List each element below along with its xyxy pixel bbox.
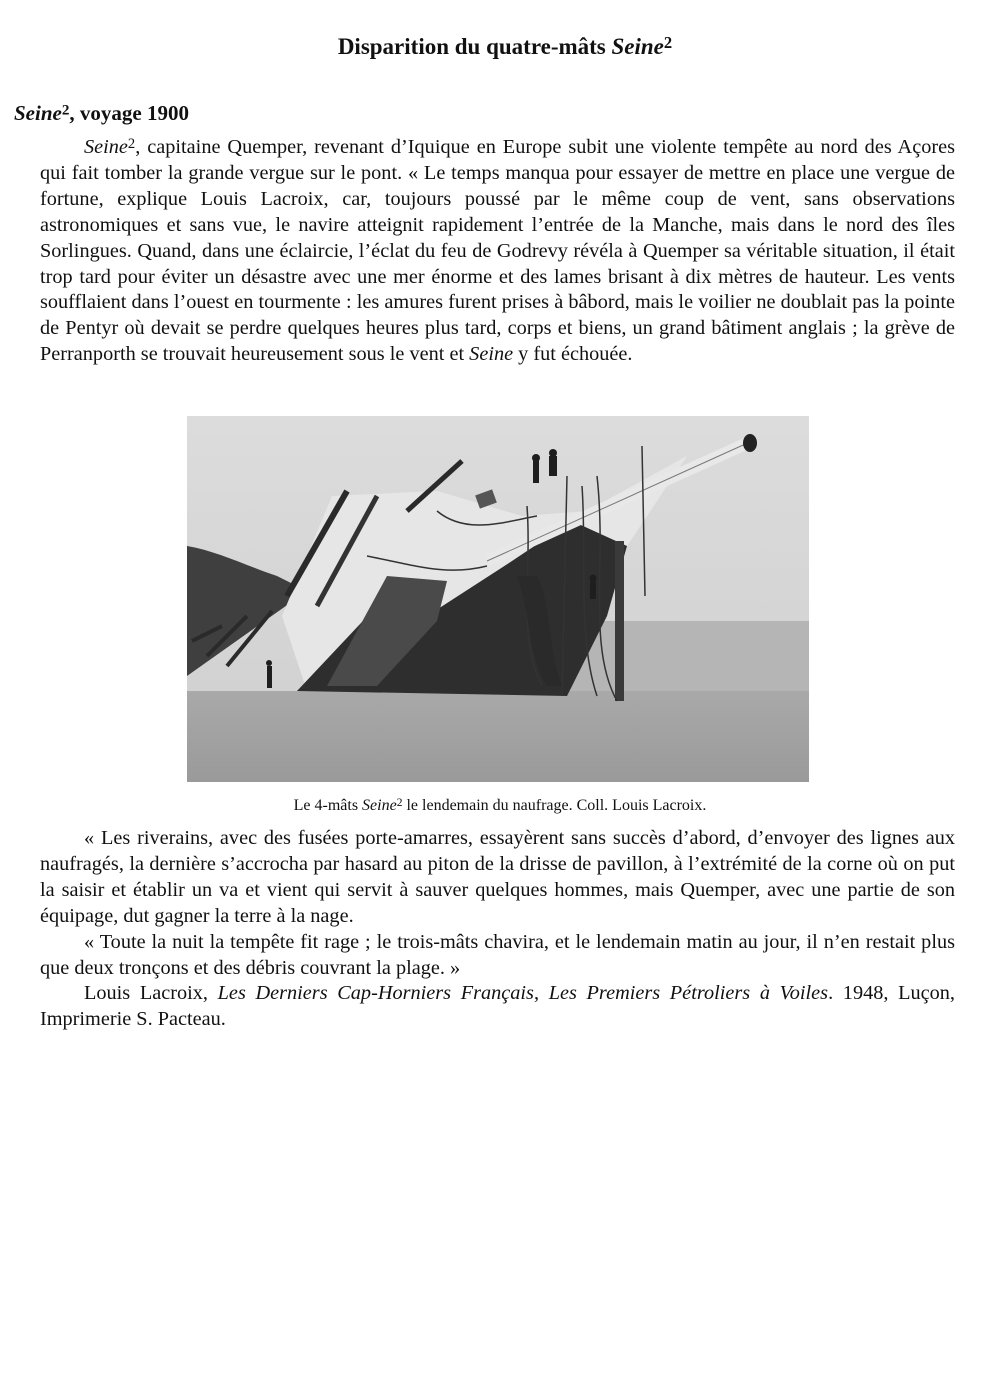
section-heading bbox=[14, 99, 189, 127]
caption-text: Le 4-mâts bbox=[293, 797, 363, 814]
page-title bbox=[0, 32, 1000, 62]
citation-separator: , bbox=[533, 982, 549, 1005]
ship-name: Seine bbox=[84, 136, 128, 158]
citation-publication: . 1948, Luçon, Imprimerie S. Pacteau. bbox=[40, 982, 955, 1031]
ship-superscript: 2 bbox=[127, 135, 136, 152]
citation-book-title-1: Les Derniers Cap-Horniers Français bbox=[217, 982, 534, 1005]
ship-name: Seine bbox=[469, 343, 514, 366]
section-superscript: 2 bbox=[61, 102, 70, 119]
citation-author: Louis Lacroix, bbox=[84, 982, 218, 1005]
title-superscript: 2 bbox=[663, 33, 673, 53]
caption-superscript: 2 bbox=[396, 796, 403, 809]
citation-book-title-2: Les Premiers Pétroliers à Voiles bbox=[548, 982, 829, 1005]
paragraph-1 bbox=[40, 135, 955, 368]
paragraph-1-text: , capitaine Quemper, revenant d’Iquique en Europe subit une violente tempête au nord des Açores qui fait tomber la grande vergue sur le pont. « Le temps manqua pour essayer de mettre en place une vergue de fortune, explique Louis Lacroix, car, toujours poussé par le même coup de vent, sans observations astronomiques et sans vue, le navire atteignit rapidement l’entrée de la Manche, mais dans le nord des îles Sorlingues. Quand, dans une éclaircie, l’éclat du feu de Godrevy révéla à Quemper sa véritable situation, il était trop tard pour éviter un désastre avec une mer énorme et des lames brisant à dix mètres de hauteur. Les vents soufflaient dans l’ouest en tourmente : les amures furent prises à bâbord, mais le voilier ne doublait pas la pointe de Pentyr où devait se perdre quelques heures plus tard, corps et biens, un grand bâtiment anglais ; la grève de Perranporth se trouvait heureusement sous le vent et bbox=[40, 136, 955, 366]
shipwreck-photo-image bbox=[187, 416, 809, 782]
section-heading-text: , voyage 1900 bbox=[69, 101, 189, 125]
paragraph-1-text-end: y fut échouée. bbox=[513, 343, 633, 366]
citation bbox=[40, 981, 955, 1033]
photo-caption bbox=[0, 795, 1000, 817]
narrative-paragraph bbox=[40, 135, 955, 368]
caption-credit: le lendemain du naufrage. Coll. Louis Lacroix. bbox=[402, 797, 707, 814]
caption-ship-name: Seine bbox=[362, 797, 397, 814]
section-ship-name: Seine bbox=[14, 101, 62, 125]
account-paragraphs bbox=[40, 826, 955, 1033]
title-ship-name: Seine bbox=[611, 34, 664, 60]
title-text: Disparition du quatre-mâts bbox=[337, 34, 612, 60]
shipwreck-photo bbox=[187, 416, 809, 782]
paragraph-2: « Les riverains, avec des fusées porte-amarres, essayèrent sans succès d’abord, d’envoyer des lignes aux naufragés, la dernière s’accrocha par hasard au piton de la drisse de pavillon, à l’extrémité de la corne où on put la saisir et établir un va et vient qui servit à sauver quelques hommes, mais Quemper, avec une partie de son équipage, dut gagner la terre à la nage. bbox=[40, 827, 955, 927]
paragraph-3: « Toute la nuit la tempête fit rage ; le trois-mâts chavira, et le lendemain matin au jour, il n’en restait plus que deux tronçons et des débris couvrant la plage. » bbox=[40, 930, 955, 979]
